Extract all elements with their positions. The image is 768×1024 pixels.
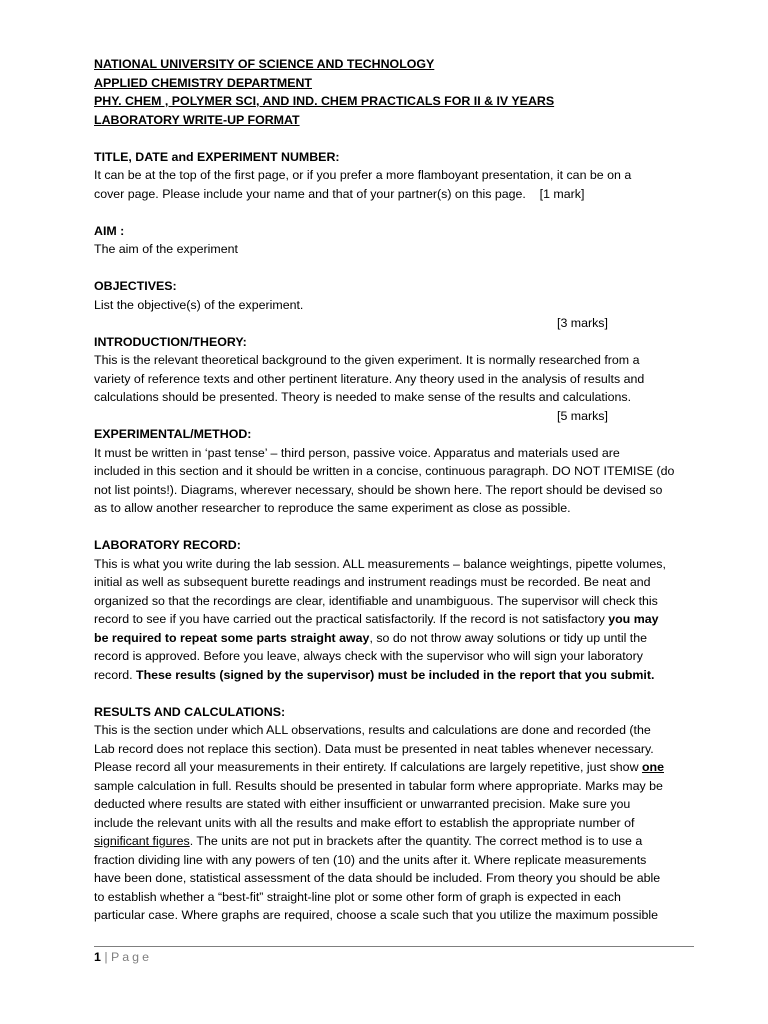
page-word: Page <box>111 950 152 964</box>
header-format-title: LABORATORY WRITE-UP FORMAT <box>94 112 300 127</box>
page-footer <box>94 946 694 966</box>
lab-record-text-6: record is approved. Before you leave, always check with the supervisor who will sign your laboratory <box>94 649 643 663</box>
lab-record-text-7a: record. <box>94 667 137 682</box>
results-text-10: to establish whether a “best-fit” straight-line plot or some other form of graph is expected in each <box>94 889 621 904</box>
document-page <box>94 55 694 925</box>
lab-record-text-1: This is what you write during the lab session. ALL measurements – balance weightings, pipette volumes, <box>94 556 666 571</box>
aim-heading: AIM : <box>94 223 125 238</box>
results-text-3a: Please record all your measurements in their entirety. If calculations are largely repetitive, just show <box>94 760 642 774</box>
lab-record-heading: LABORATORY RECORD: <box>94 538 241 552</box>
title-section-heading: TITLE, DATE and EXPERIMENT NUMBER: <box>94 149 340 164</box>
lab-record-emphasis-1: you may <box>608 612 659 626</box>
objectives-heading: OBJECTIVES: <box>94 279 177 293</box>
method-text-3: not list points!). Diagrams, wherever necessary, should be shown here. The report should be devised so <box>94 482 663 497</box>
method-text-1: It must be written in ‘past tense’ – third person, passive voice. Apparatus and materials used are <box>94 445 620 460</box>
results-text-1: This is the section under which ALL observations, results and calculations are done and recorded (the <box>94 723 651 737</box>
aim-text: The aim of the experiment <box>94 242 238 256</box>
lab-record-text-7 <box>94 666 694 685</box>
page-number: 1 <box>94 950 101 964</box>
results-significant-figures: significant figures <box>94 834 190 848</box>
introduction-text-3: calculations should be presented. Theory is needed to make sense of the results and calculations. <box>94 390 632 404</box>
method-text-2: included in this section and it should be written in a concise, continuous paragraph. DO NOT ITEMISE (do <box>94 464 675 478</box>
lab-record-text-2: initial as well as subsequent burette readings and instrument readings must be recorded. Be neat and <box>94 575 651 589</box>
header-course: PHY. CHEM , POLYMER SCI, AND IND. CHEM PRACTICALS FOR II & IV YEARS <box>94 94 555 108</box>
results-text-6: include the relevant units with all the results and make effort to establish the appropriate number of <box>94 815 635 830</box>
results-heading: RESULTS AND CALCULATIONS: <box>94 704 286 719</box>
introduction-text-1: This is the relevant theoretical background to the given experiment. It is normally researched from a <box>94 353 640 367</box>
objectives-marks: [3 marks] <box>557 316 608 330</box>
lab-record-text-5b: , so do not throw away solutions or tidy up until the <box>369 630 648 645</box>
results-text-8: fraction dividing line with any powers of ten (10) and the units after it. Where replicate measurements <box>94 852 647 867</box>
header-university: NATIONAL UNIVERSITY OF SCIENCE AND TECHNOLOGY <box>94 57 435 71</box>
results-text-4: sample calculation in full. Results should be presented in tabular form where appropriate. Marks may be <box>94 778 663 793</box>
introduction-marks: [5 marks] <box>557 408 608 423</box>
title-section-text-2: cover page. Please include your name and that of your partner(s) on this page. [1 mark] <box>94 186 585 201</box>
footer-text <box>94 947 694 966</box>
lab-record-emphasis-2: be required to repeat some parts straight away <box>94 630 370 645</box>
method-text-4: as to allow another researcher to reproduce the same experiment as close as possible. <box>94 501 571 515</box>
results-emphasis-one: one <box>641 760 664 774</box>
lab-record-text-4 <box>94 610 694 629</box>
method-heading: EXPERIMENTAL/METHOD: <box>94 427 252 441</box>
objectives-text: List the objective(s) of the experiment. <box>94 297 304 312</box>
lab-record-text-5 <box>94 629 694 648</box>
header-department: APPLIED CHEMISTRY DEPARTMENT <box>94 75 312 90</box>
lab-record-text-4a: record to see if you have carried out the practical satisfactorily. If the record is not satisfactory <box>94 612 609 626</box>
results-text-9: have been done, statistical assessment of the data should be included. From theory you should be able <box>94 871 661 885</box>
results-text-7b: . The units are not put in brackets after the quantity. The correct method is to use a <box>189 834 643 848</box>
footer-separator: | <box>104 950 108 964</box>
lab-record-text-3: organized so that the recordings are clear, identifiable and unambiguous. The supervisor will check this <box>94 593 658 608</box>
results-text-2: Lab record does not replace this section). Data must be presented in neat tables whenever necessary. <box>94 741 654 756</box>
introduction-text-2: variety of reference texts and other pertinent literature. Any theory used in the analysis of results and <box>94 371 645 386</box>
results-text-11: particular case. Where graphs are required, choose a scale such that you utilize the maximum possible <box>94 908 659 922</box>
introduction-heading: INTRODUCTION/THEORY: <box>94 334 247 349</box>
lab-record-emphasis-3: These results (signed by the supervisor) must be included in the report that you submit. <box>136 667 655 682</box>
title-section-text-1: It can be at the top of the first page, or if you prefer a more flamboyant presentation, it can be on a <box>94 168 632 182</box>
results-text-7 <box>94 832 694 851</box>
results-text-3 <box>94 758 694 777</box>
results-text-5: deducted where results are stated with either insufficient or unwarranted precision. Make sure you <box>94 797 631 811</box>
